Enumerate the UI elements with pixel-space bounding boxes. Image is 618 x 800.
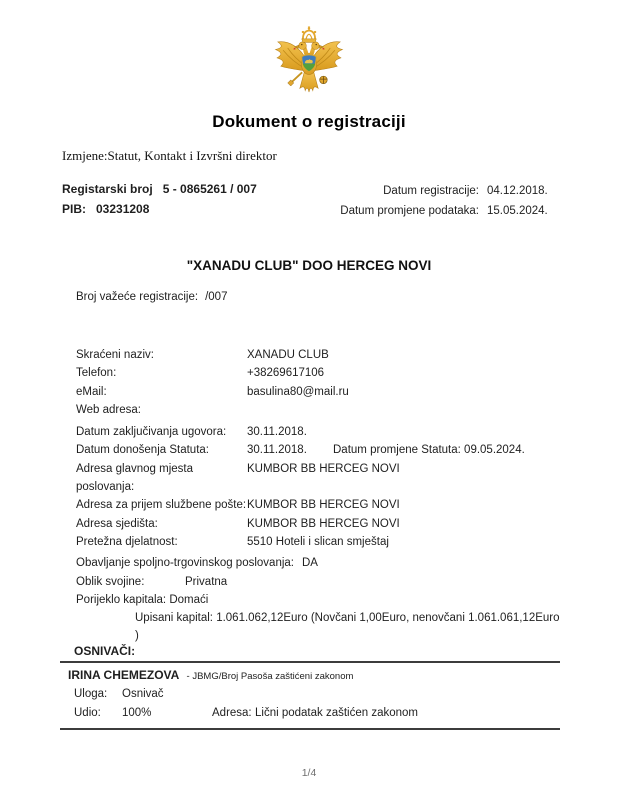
capital-origin-row <box>76 591 562 609</box>
founder-role-row <box>60 685 560 704</box>
detail-row <box>76 383 562 401</box>
detail-label: Telefon: <box>76 367 117 380</box>
address-value: Lični podatak zaštićen zakonom <box>255 707 419 719</box>
detail-value: 5510 Hoteli i slican smještaj <box>247 535 389 548</box>
detail-row <box>76 496 562 514</box>
detail-row <box>76 364 562 382</box>
detail-value: KUMBOR BB HERCEG NOVI <box>247 462 400 475</box>
detail-value: XANADU CLUB <box>247 349 329 361</box>
founder-name-row <box>60 663 560 685</box>
ownership-label: Oblik svojine: <box>76 575 145 588</box>
detail-value: +38269617106 <box>247 367 325 380</box>
registered-capital-row <box>76 609 562 646</box>
detail-row <box>76 401 562 419</box>
founders-heading: OSNIVAČI: <box>60 644 560 663</box>
detail-value: 30.11.2018. <box>247 426 307 439</box>
detail-value <box>247 401 562 419</box>
detail-label: Datum donošenja Statuta: <box>76 444 209 457</box>
data-change-date-label: Datum promjene podataka: <box>340 205 479 217</box>
page-number: 1/4 <box>301 767 317 779</box>
changes-line: Izmjene:Statut, Kontakt i Izvršni direktor <box>62 148 277 163</box>
registration-numbers <box>62 179 257 219</box>
foreign-trade-label: Obavljanje spoljno-trgovinskog poslovanja: <box>76 557 294 570</box>
address-label: Adresa: <box>212 707 252 719</box>
reg-number-label: Registarski broj <box>62 182 153 196</box>
foreign-trade-value: DA <box>302 557 318 570</box>
capital-origin-label: Porijeklo kapitala: <box>76 593 167 606</box>
detail-row <box>76 441 562 459</box>
valid-registration-row <box>76 291 227 303</box>
pib-value: 03231208 <box>96 202 150 216</box>
registration-date-row <box>330 181 555 201</box>
statute-change-value: 09.05.2024. <box>464 444 525 457</box>
detail-label: Skraćeni naziv: <box>76 349 154 361</box>
statute-date-value: 30.11.2018. <box>247 444 307 457</box>
ownership-value: Privatna <box>185 575 228 588</box>
pib-label: PIB: <box>62 202 86 216</box>
reg-number-value: 5 - 0865261 / 007 <box>162 182 257 196</box>
role-label: Uloga: <box>74 688 108 700</box>
detail-value: KUMBOR BB HERCEG NOVI <box>247 499 400 512</box>
statute-change-label: Datum promjene Statuta: <box>333 444 461 457</box>
detail-row <box>76 460 562 497</box>
registration-date-label: Datum registracije: <box>383 185 479 197</box>
valid-registration-label: Broj važeće registracije: <box>76 291 199 303</box>
founders-section <box>60 644 560 730</box>
pib-row <box>62 199 257 219</box>
detail-label: Adresa za prijem službene pošte: <box>76 499 247 512</box>
data-change-date-value: 15.05.2024. <box>487 205 548 217</box>
detail-label: Pretežna djelatnost: <box>76 535 178 548</box>
detail-row <box>76 346 562 364</box>
detail-value: KUMBOR BB HERCEG NOVI <box>247 517 400 530</box>
registration-number-row <box>62 179 257 199</box>
registration-dates <box>330 181 555 221</box>
registered-capital-label: Upisani kapital: <box>135 612 213 625</box>
foreign-trade-row <box>76 554 562 572</box>
detail-value <box>247 441 562 459</box>
data-change-date-row <box>330 201 555 221</box>
crown-icon <box>302 26 317 42</box>
registration-date-value: 04.12.2018. <box>487 185 548 197</box>
detail-label: eMail: <box>76 385 107 398</box>
company-details <box>76 346 562 646</box>
founder-share-row <box>60 704 560 723</box>
detail-row <box>76 423 562 441</box>
detail-label: Web adresa: <box>76 403 141 416</box>
share-label: Udio: <box>74 707 101 719</box>
detail-value: basulina80@mail.ru <box>247 385 349 398</box>
detail-label: Adresa sjedišta: <box>76 517 158 530</box>
capital-origin-value: Domaći <box>169 593 209 606</box>
detail-row <box>76 515 562 533</box>
share-value: 100% <box>122 707 152 719</box>
page-title: Dokument o registraciji <box>212 112 406 131</box>
detail-label: Adresa glavnog mjesta poslovanja: <box>76 462 193 494</box>
founder-name: IRINA CHEMEZOVA <box>68 668 180 682</box>
founder-id-note: - JBMG/Broj Pasoša zaštićeni zakonom <box>186 671 354 682</box>
valid-registration-value: /007 <box>205 291 228 303</box>
company-name: "XANADU CLUB" DOO HERCEG NOVI <box>186 258 432 273</box>
role-value: Osnivač <box>122 688 164 700</box>
registered-capital-value: 1.061.062,12Euro (Novčani 1,00Euro, nenovčani 1.061.061,12Euro ) <box>135 612 560 643</box>
ownership-row <box>76 573 562 591</box>
detail-row <box>76 533 562 551</box>
detail-label: Datum zaključivanja ugovora: <box>76 426 227 439</box>
montenegro-coat-of-arms-icon <box>271 24 347 110</box>
